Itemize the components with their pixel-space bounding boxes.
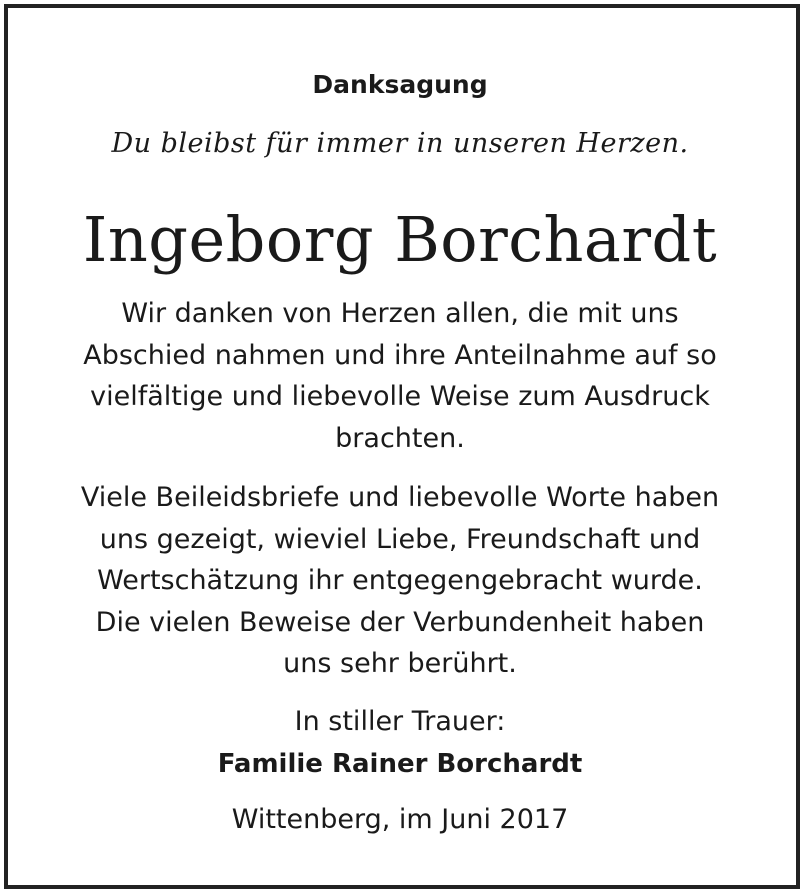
paragraph-line: Die vielen Beweise der Verbundenheit haben	[95, 606, 705, 638]
paragraph-line: Wertschätzung ihr entgegengebracht wurde.	[97, 565, 703, 596]
deceased-name: Ingeborg Borchardt	[82, 203, 718, 276]
obituary-notice	[12, 12, 788, 877]
thanks-paragraph	[12, 293, 788, 459]
paragraph-line: brachten.	[335, 422, 465, 454]
paragraph-line: uns sehr berührt.	[283, 648, 517, 679]
condolence-paragraph	[12, 477, 788, 685]
mourning-line: In stiller Trauer:	[294, 706, 506, 737]
paragraph-line: Viele Beileidsbriefe und liebevolle Worte haben	[80, 482, 720, 513]
paragraph-line: Abschied nahmen und ihre Anteilnahme auf so	[83, 339, 717, 371]
paragraph-line: uns gezeigt, wieviel Liebe, Freundschaft und	[99, 523, 701, 555]
family-signature: Familie Rainer Borchardt	[217, 749, 583, 779]
notice-heading: Danksagung	[312, 70, 488, 99]
paragraph-line: Wir danken von Herzen allen, die mit uns	[121, 298, 679, 329]
notice-motto: Du bleibst für immer in unseren Herzen.	[111, 128, 689, 159]
place-date: Wittenberg, im Juni 2017	[231, 804, 569, 835]
paragraph-line: vielfältige und liebevolle Weise zum Ausdruck	[90, 381, 710, 412]
